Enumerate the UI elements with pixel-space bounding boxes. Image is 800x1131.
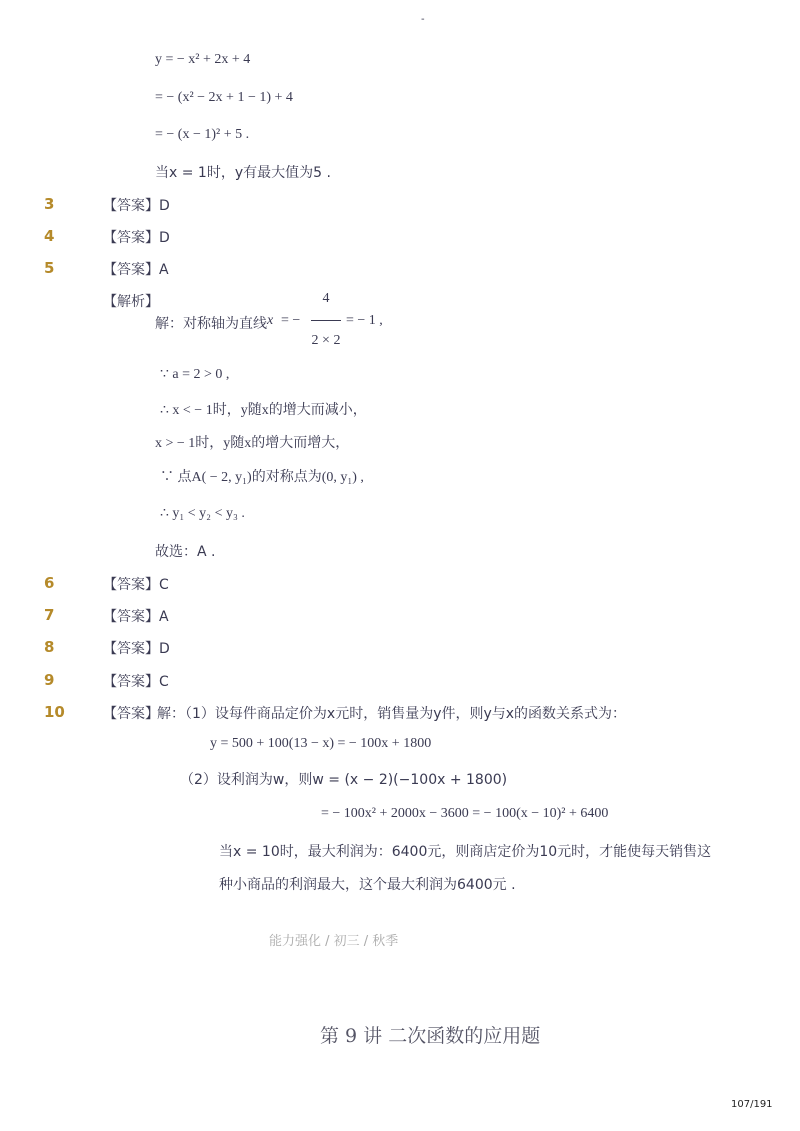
axis-var: x (267, 313, 274, 328)
answer-number: 5 (44, 259, 55, 277)
analysis-choice: 故选：A . (155, 544, 216, 560)
derivation-line-3: = − (x − 1)² + 5 . (155, 127, 250, 142)
fraction-numerator: 4 (322, 291, 330, 306)
chapter-title: 第 9 讲 二次函数的应用题 (320, 1025, 541, 1047)
q10-conclusion-1: 当x = 10时，最大利润为：6400元，则商店定价为10元时，才能使每天销售这 (219, 844, 712, 860)
analysis-line-order: ∴ y₁ < y₂ < y₃ . (160, 506, 245, 521)
answer-number: 9 (44, 671, 55, 689)
answer-label: 【答案】 (103, 706, 159, 722)
analysis-line-a: ∵ a = 2 > 0 , (160, 367, 230, 382)
answer-label: 【答案】D (103, 641, 170, 657)
q10-part1: 解：（1）设每件商品定价为x元时，销售量为y件，则y与x的函数关系式为： (157, 706, 627, 722)
answer-label: 【答案】D (103, 230, 170, 246)
fraction-denominator: 2 × 2 (311, 333, 341, 348)
answer-number: 6 (44, 574, 55, 592)
answer-number: 4 (44, 227, 55, 245)
q10-equation-1: y = 500 + 100(13 − x) = − 100x + 1800 (210, 736, 432, 751)
axis-eq: = − (281, 313, 301, 328)
derivation-line-2: = − (x² − 2x + 1 − 1) + 4 (155, 90, 293, 105)
analysis-line-increasing: x > − 1时，y随x的增大而增大， (155, 436, 350, 451)
q10-part2: （2）设利润为w，则w = (x − 2)(−100x + 1800) (180, 772, 508, 788)
answer-label: 【答案】C (103, 674, 169, 690)
header-dash: - (421, 14, 425, 25)
answer-number: 8 (44, 638, 55, 656)
q10-equation-2: = − 100x² + 2000x − 3600 = − 100(x − 10)² + 6400 (321, 806, 609, 821)
answer-label: 【答案】A (103, 262, 169, 278)
answer-label: 【答案】C (103, 577, 169, 593)
axis-prefix: 解：对称轴为直线 (155, 316, 267, 332)
answer-label: 【答案】A (103, 609, 169, 625)
answer-number: 10 (44, 703, 65, 721)
axis-result: = − 1 , (346, 313, 383, 328)
answer-number: 3 (44, 195, 55, 213)
q10-conclusion-2: 种小商品的利润最大，这个最大利润为6400元 . (219, 877, 516, 893)
analysis-line-decreasing: ∴ x < − 1时，y随x的增大而减小， (160, 403, 367, 418)
footer-breadcrumb: 能力强化 / 初三 / 秋季 (269, 934, 399, 949)
analysis-line-symmetric: ∵ 点A( − 2, y₁)的对称点为(0, y₁) , (160, 470, 364, 485)
fraction-bar (311, 320, 341, 321)
answer-number: 7 (44, 606, 55, 624)
derivation-line-1: y = − x² + 2x + 4 (155, 52, 251, 67)
derivation-conclusion: 当x = 1时，y有最大值为5 . (155, 165, 331, 181)
answer-label: 【答案】D (103, 198, 170, 214)
page-number: 107/191 (731, 1099, 773, 1110)
analysis-tag: 【解析】 (103, 294, 159, 310)
